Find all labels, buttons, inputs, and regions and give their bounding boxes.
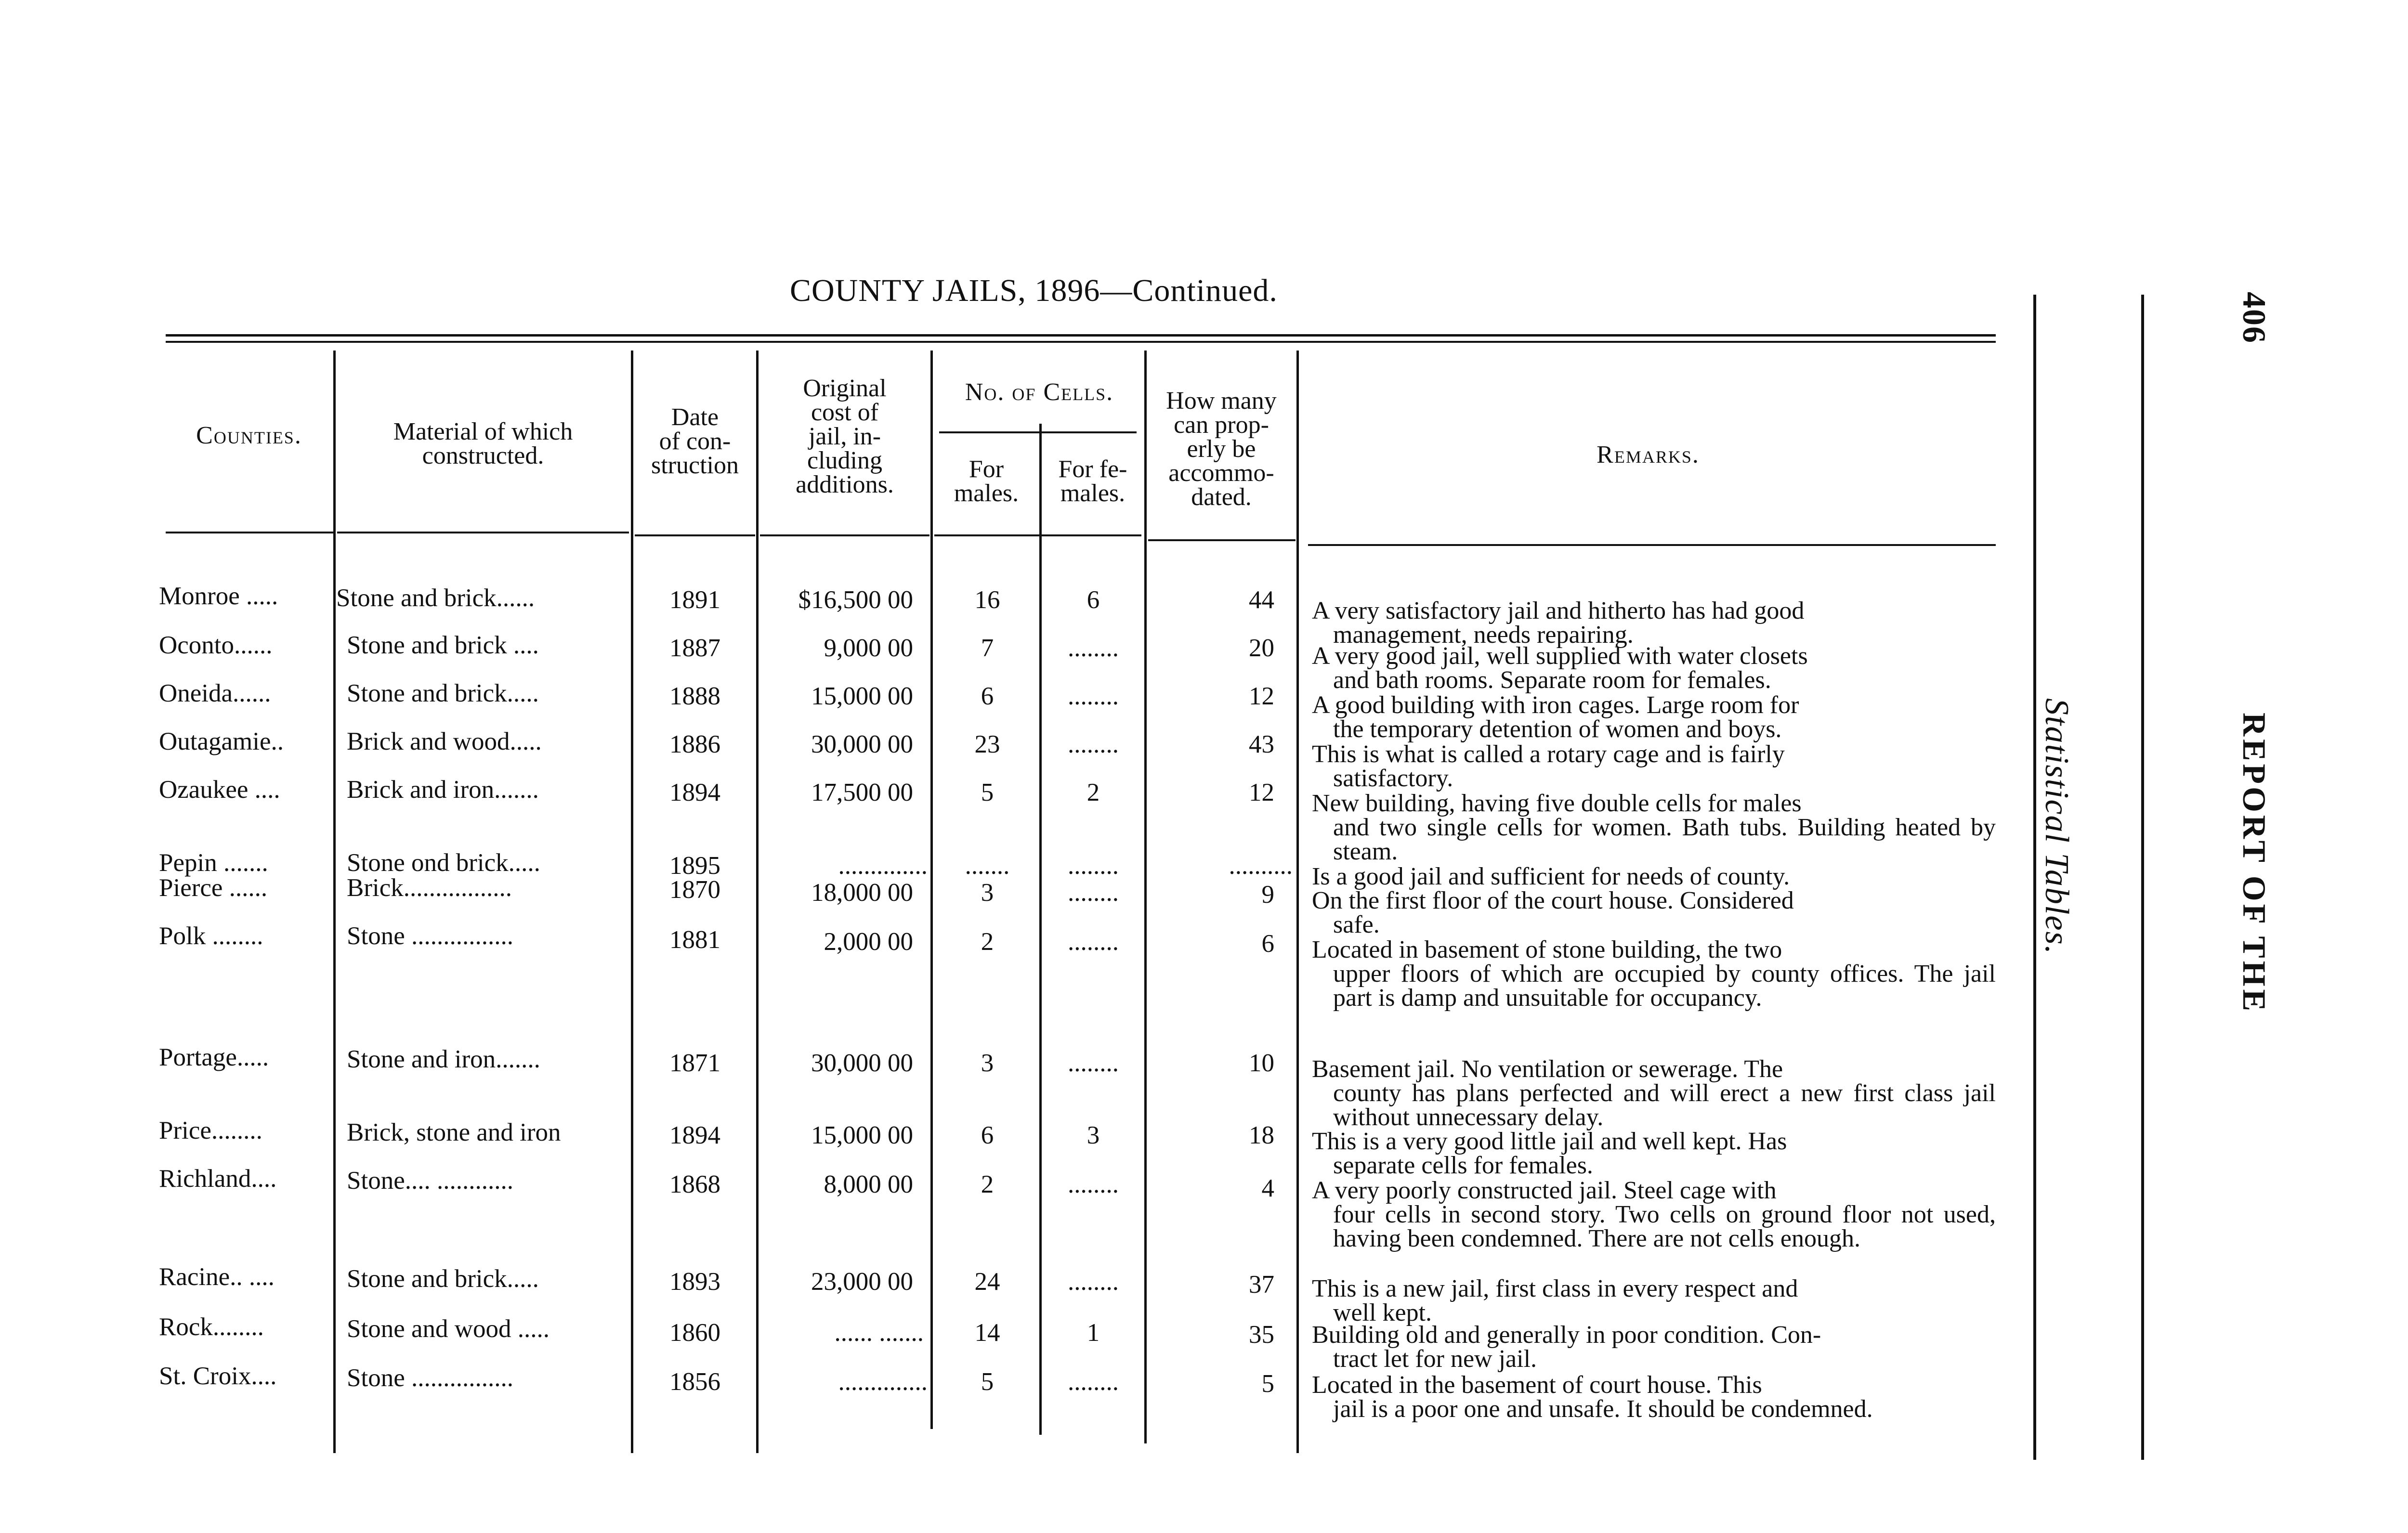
row-12-accommodated: 37 — [1249, 1271, 1274, 1299]
row-9-remarks — [1312, 1057, 1996, 1130]
row-14-county: St. Croix.... — [159, 1362, 277, 1390]
row-5-females: 2 — [1086, 779, 1100, 806]
row-7-accommodated: 9 — [1261, 881, 1274, 909]
row-8-remarks-line1: Located in basement of stone building, the two — [1312, 936, 1782, 963]
row-11-remarks-cont: four cells in second story. Two cells on ground floor not used, having been condemned. There are not cells enough. — [1333, 1201, 1996, 1252]
row-12-cost: 23,000 00 — [811, 1268, 913, 1296]
row-6-material: Stone ond brick..... — [347, 849, 540, 877]
row-9-date: 1871 — [669, 1049, 720, 1077]
row-4-accommodated: 43 — [1249, 730, 1274, 758]
row-1-date: 1891 — [669, 586, 720, 614]
row-8-cost: 2,000 00 — [824, 928, 913, 956]
row-1-cost: $16,500 00 — [798, 586, 913, 614]
row-6-county: Pepin ....... — [159, 849, 268, 877]
header-bottom-rule-7 — [1308, 544, 1996, 546]
header-bottom-rule-2 — [337, 532, 629, 533]
row-13-county: Rock........ — [159, 1313, 264, 1341]
row-4-remarks-line1: This is what is called a rotary cage and is fairly — [1312, 741, 1785, 768]
row-5-remarks-line1: New building, having five double cells for males — [1312, 790, 1802, 817]
row-13-accommodated: 35 — [1249, 1321, 1274, 1349]
row-12-material: Stone and brick..... — [347, 1265, 539, 1293]
row-9-remarks-cont: county has plans perfected and will erect a new first class jail without unnecessary delay. — [1333, 1079, 1996, 1131]
page-number: 406 — [2236, 292, 2273, 344]
row-11-remarks-line1: A very poorly constructed jail. Steel cage with — [1312, 1177, 1777, 1204]
row-11-county: Richland.... — [159, 1165, 277, 1193]
row-8-males: 2 — [981, 928, 994, 956]
row-3-remarks-cont: the temporary detention of women and boys. — [1333, 715, 1782, 743]
row-7-females: ........ — [1068, 879, 1119, 907]
row-8-remarks — [1312, 938, 1996, 1010]
row-8-accommodated: 6 — [1261, 930, 1274, 958]
header-material: Material of which constructed. — [393, 418, 573, 469]
row-9-remarks-line1: Basement jail. No ventilation or sewerage. The — [1312, 1055, 1783, 1083]
row-13-remarks-line1: Building old and generally in poor condition. Con- — [1312, 1321, 1821, 1349]
row-14-cost: .............. — [838, 1368, 928, 1396]
row-9-accommodated: 10 — [1249, 1049, 1274, 1077]
row-2-remarks — [1312, 644, 1996, 692]
row-11-females: ........ — [1068, 1170, 1119, 1198]
row-13-remarks — [1312, 1323, 1996, 1371]
row-3-accommodated: 12 — [1249, 682, 1274, 710]
row-2-accommodated: 20 — [1249, 634, 1274, 662]
row-3-males: 6 — [981, 682, 994, 710]
row-8-females: ........ — [1068, 928, 1119, 956]
row-13-cost: ...... ....... — [834, 1319, 924, 1347]
row-1-remarks — [1312, 599, 1996, 647]
row-11-accommodated: 4 — [1261, 1174, 1274, 1202]
row-11-males: 2 — [981, 1170, 994, 1198]
row-4-remarks — [1312, 742, 1996, 791]
header-males: For males. — [954, 455, 1019, 507]
row-6-accommodated: .......... — [1229, 852, 1293, 880]
row-1-county: Monroe ..... — [159, 582, 278, 610]
row-10-remarks-line1: This is a very good little jail and well kept. Has — [1312, 1128, 1787, 1155]
row-13-date: 1860 — [669, 1319, 720, 1347]
row-6-remarks — [1312, 865, 1996, 889]
row-3-date: 1888 — [669, 682, 720, 710]
row-12-females: ........ — [1068, 1268, 1119, 1296]
top-rule-inner — [166, 341, 1996, 343]
row-10-date: 1894 — [669, 1121, 720, 1149]
row-4-males: 23 — [974, 730, 1000, 758]
header-bottom-rule-3 — [635, 534, 755, 536]
row-3-remarks-line1: A good building with iron cages. Large room for — [1312, 691, 1799, 719]
running-head: REPORT OF THE — [2236, 713, 2273, 1014]
row-14-accommodated: 5 — [1261, 1370, 1274, 1398]
row-3-county: Oneida...... — [159, 679, 271, 707]
row-4-material: Brick and wood..... — [347, 728, 542, 755]
row-2-date: 1887 — [669, 634, 720, 662]
row-14-females: ........ — [1068, 1368, 1119, 1396]
section-label: Statistical Tables. — [2038, 698, 2075, 955]
row-4-county: Outagamie.. — [159, 728, 284, 755]
row-13-material: Stone and wood ..... — [347, 1315, 550, 1343]
row-2-material: Stone and brick .... — [347, 631, 539, 659]
row-2-remarks-line1: A very good jail, well supplied with water closets — [1312, 642, 1808, 670]
header-accommodated: How many can prop- erly be accommo- dated. — [1166, 387, 1277, 511]
row-6-cost: .............. — [838, 852, 928, 880]
row-1-accommodated: 44 — [1249, 586, 1274, 614]
row-7-remarks-line1: On the first floor of the court house. Considered — [1312, 887, 1794, 914]
row-12-males: 24 — [974, 1268, 1000, 1296]
row-10-males: 6 — [981, 1121, 994, 1149]
row-2-remarks-cont: and bath rooms. Separate room for females. — [1333, 666, 1771, 694]
row-10-remarks — [1312, 1130, 1996, 1178]
row-1-males: 16 — [974, 586, 1000, 614]
row-6-males: ....... — [965, 852, 1010, 880]
row-9-cost: 30,000 00 — [811, 1049, 913, 1077]
row-10-county: Price........ — [159, 1117, 262, 1144]
row-5-county: Ozaukee .... — [159, 776, 280, 804]
row-14-males: 5 — [981, 1368, 994, 1396]
row-5-remarks-cont: and two single cells for women. Bath tubs. Building heated by steam. — [1333, 814, 1996, 865]
row-7-material: Brick................. — [347, 874, 512, 902]
row-8-county: Polk ........ — [159, 922, 263, 950]
row-3-cost: 15,000 00 — [811, 682, 913, 710]
row-14-remarks-line1: Located in the basement of court house. This — [1312, 1371, 1762, 1399]
row-2-males: 7 — [981, 634, 994, 662]
row-11-remarks — [1312, 1179, 1996, 1251]
col-divider-7 — [1296, 351, 1299, 1453]
row-4-date: 1886 — [669, 730, 720, 758]
row-6-date: 1895 — [669, 852, 720, 880]
header-bottom-rule-5 — [934, 534, 1141, 536]
row-8-remarks-cont: upper floors of which are occupied by county offices. The jail part is damp and unsuitable for occupancy. — [1333, 960, 1996, 1012]
row-7-date: 1870 — [669, 876, 720, 904]
row-4-remarks-cont: satisfactory. — [1333, 765, 1453, 792]
header-females: For fe- males. — [1058, 455, 1127, 507]
row-11-material: Stone.... ............ — [347, 1167, 513, 1195]
top-rule — [166, 334, 1996, 337]
row-3-material: Stone and brick..... — [347, 679, 539, 707]
row-1-remarks-cont: management, needs repairing. — [1333, 621, 1634, 649]
row-11-date: 1868 — [669, 1170, 720, 1198]
row-12-remarks — [1312, 1277, 1996, 1325]
row-10-material: Brick, stone and iron — [347, 1118, 561, 1146]
row-7-males: 3 — [981, 879, 994, 907]
row-4-females: ........ — [1068, 730, 1119, 758]
header-bottom-rule-1 — [166, 532, 334, 533]
row-5-remarks — [1312, 792, 1996, 864]
row-1-females: 6 — [1086, 586, 1100, 614]
row-10-accommodated: 18 — [1249, 1121, 1274, 1149]
row-7-remarks — [1312, 889, 1996, 937]
header-date: Date of con- struction — [651, 403, 739, 479]
col-divider-4 — [930, 351, 933, 1429]
row-5-males: 5 — [981, 779, 994, 806]
page-title: COUNTY JAILS, 1896—Continued. — [790, 273, 1278, 308]
header-counties: Counties. — [196, 422, 302, 449]
row-9-material: Stone and iron....... — [347, 1045, 540, 1073]
row-12-county: Racine.. .... — [159, 1263, 275, 1291]
cells-group-rule — [939, 431, 1137, 433]
row-1-material: Stone and brick...... — [336, 584, 535, 612]
row-1-remarks-line1: A very satisfactory jail and hitherto has had good — [1312, 597, 1805, 624]
header-cost: Original cost of jail, in- cluding additions. — [796, 375, 894, 498]
row-12-remarks-line1: This is a new jail, first class in every respect and — [1312, 1275, 1798, 1302]
row-13-remarks-cont: tract let for new jail. — [1333, 1345, 1537, 1373]
row-9-females: ........ — [1068, 1049, 1119, 1077]
row-5-material: Brick and iron....... — [347, 776, 539, 804]
row-6-females: ........ — [1068, 852, 1119, 880]
row-5-accommodated: 12 — [1249, 779, 1274, 806]
row-14-remarks-cont: jail is a poor one and unsafe. It should be condemned. — [1333, 1395, 1873, 1423]
row-3-remarks — [1312, 693, 1996, 741]
col-divider-1 — [333, 351, 336, 1453]
row-14-date: 1856 — [669, 1368, 720, 1396]
row-2-females: ........ — [1068, 634, 1119, 662]
row-7-remarks-cont: safe. — [1333, 911, 1380, 938]
row-6-remarks-line1: Is a good jail and sufficient for needs of county. — [1312, 863, 1790, 890]
row-4-cost: 30,000 00 — [811, 730, 913, 758]
row-5-date: 1894 — [669, 779, 720, 806]
header-bottom-rule-6 — [1148, 539, 1296, 541]
row-14-material: Stone ................ — [347, 1364, 513, 1392]
row-13-males: 14 — [974, 1319, 1000, 1347]
row-5-cost: 17,500 00 — [811, 779, 913, 806]
col-divider-2 — [631, 351, 633, 1453]
header-remarks: Remarks. — [1597, 441, 1700, 468]
margin-rule-left — [2033, 295, 2036, 1460]
row-10-cost: 15,000 00 — [811, 1121, 913, 1149]
row-9-males: 3 — [981, 1049, 994, 1077]
row-7-county: Pierce ...... — [159, 874, 268, 902]
row-8-material: Stone ................ — [347, 922, 513, 950]
row-13-females: 1 — [1086, 1319, 1100, 1347]
row-7-cost: 18,000 00 — [811, 879, 913, 907]
row-10-females: 3 — [1086, 1121, 1100, 1149]
row-3-females: ........ — [1068, 682, 1119, 710]
row-14-remarks — [1312, 1373, 1996, 1421]
col-divider-6 — [1144, 351, 1147, 1443]
row-2-cost: 9,000 00 — [824, 634, 913, 662]
row-10-remarks-cont: separate cells for females. — [1333, 1152, 1593, 1179]
row-9-county: Portage..... — [159, 1043, 269, 1071]
row-2-county: Oconto...... — [159, 631, 273, 659]
header-bottom-rule-4 — [760, 534, 929, 536]
row-12-remarks-cont: well kept. — [1333, 1299, 1432, 1326]
col-divider-3 — [756, 351, 759, 1453]
margin-rule-right — [2141, 295, 2144, 1460]
row-8-date: 1881 — [669, 926, 720, 954]
row-11-cost: 8,000 00 — [824, 1170, 913, 1198]
row-12-date: 1893 — [669, 1268, 720, 1296]
header-cells-group: No. of Cells. — [965, 378, 1114, 406]
